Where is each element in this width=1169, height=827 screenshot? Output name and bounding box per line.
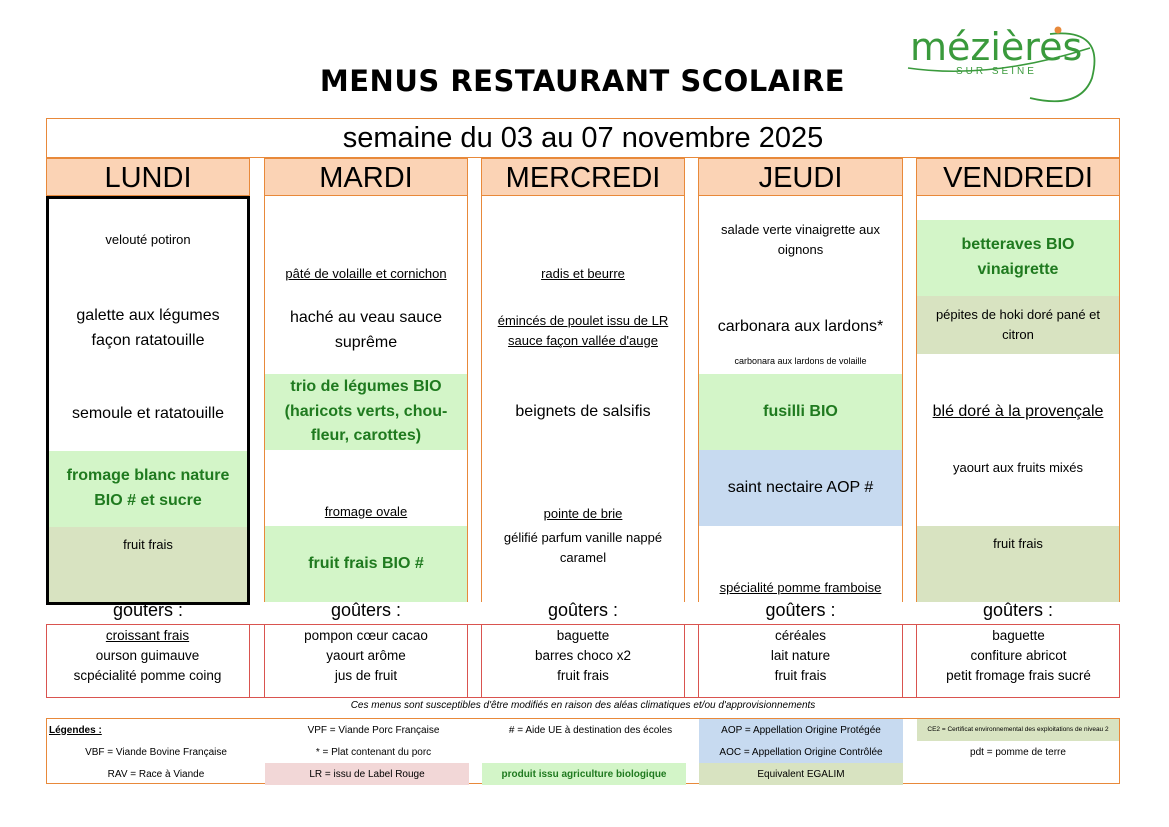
legend-box bbox=[46, 718, 1120, 784]
gouter-item: barres choco x2 bbox=[534, 648, 632, 663]
gouters-mardi bbox=[264, 624, 468, 698]
gouter-item: scpécialité pomme coing bbox=[73, 668, 222, 683]
gouters-title-mercredi: goûters : bbox=[547, 600, 619, 620]
legend-porc: * = Plat contenant du porc bbox=[315, 746, 432, 758]
gouter-item: yaourt arôme bbox=[326, 648, 406, 663]
lundi-accompagnement: semoule et ratatouille bbox=[71, 404, 225, 422]
day-header-vendredi: VENDREDI bbox=[916, 158, 1120, 196]
vendredi-dessert: fruit frais bbox=[917, 526, 1119, 602]
legend-bio: produit issu agriculture biologique bbox=[482, 763, 686, 785]
gouter-item: baguette bbox=[556, 628, 610, 643]
gouters-title-mardi: goûters : bbox=[330, 600, 402, 620]
lundi-dessert: fruit frais bbox=[49, 527, 247, 602]
mercredi-entree: radis et beurre bbox=[541, 265, 625, 281]
mercredi-plat: émincés de poulet issu de LR sauce façon vallée d'auge bbox=[497, 312, 669, 348]
disclaimer: Ces menus sont susceptibles d'être modifiés en raison des aléas climatiques et/ou d'approvisionnements bbox=[350, 700, 816, 711]
mercredi-accompagnement: beignets de salsifis bbox=[515, 402, 651, 420]
day-header-mardi: MARDI bbox=[264, 158, 468, 196]
menu-column-mercredi bbox=[481, 196, 685, 602]
gouters-jeudi bbox=[698, 624, 903, 698]
jeudi-dessert: spécialité pomme framboise bbox=[719, 579, 882, 595]
legend-pdt: pdt = pomme de terre bbox=[970, 746, 1066, 758]
mardi-laitage: fromage ovale bbox=[324, 503, 408, 519]
gouter-item: jus de fruit bbox=[334, 668, 398, 683]
logo-text: mézières bbox=[910, 25, 1083, 69]
logo-subtext: SUR SEINE bbox=[956, 66, 1037, 77]
mezieres-logo bbox=[900, 18, 1105, 108]
jeudi-accompagnement: fusilli BIO bbox=[699, 374, 902, 450]
gouters-title-lundi: goûters : bbox=[112, 600, 184, 620]
jeudi-entree: salade verte vinaigrette aux oignons bbox=[721, 221, 880, 257]
jeudi-laitage: saint nectaire AOP # bbox=[699, 450, 902, 526]
jeudi-plat-alternative: carbonara aux lardons de volaille bbox=[734, 356, 867, 366]
mercredi-dessert: gélifié parfum vanille nappé caramel bbox=[503, 530, 663, 566]
gouters-vendredi bbox=[916, 624, 1120, 698]
gouter-item: fruit frais bbox=[557, 668, 609, 683]
legend-rav: RAV = Race à Viande bbox=[107, 768, 205, 780]
menu-column-jeudi bbox=[698, 196, 903, 602]
legend-aide-ue: # = Aide UE à destination des écoles bbox=[508, 724, 673, 736]
mardi-entree: pâté de volaille et cornichon bbox=[285, 265, 447, 281]
legend-title: Légendes : bbox=[49, 724, 102, 736]
jeudi-plat: carbonara aux lardons* bbox=[717, 317, 884, 335]
vendredi-plat: pépites de hoki doré pané et citron bbox=[917, 296, 1119, 354]
gouter-item: ourson guimauve bbox=[95, 648, 200, 663]
gouter-item: lait nature bbox=[770, 648, 831, 663]
legend-vbf: VBF = Viande Bovine Française bbox=[85, 746, 227, 758]
menu-column-vendredi bbox=[916, 196, 1120, 602]
day-header-jeudi: JEUDI bbox=[698, 158, 903, 196]
gouters-lundi bbox=[46, 624, 250, 698]
gouters-mercredi bbox=[481, 624, 685, 698]
gouter-item: pompon cœur cacao bbox=[304, 628, 428, 643]
week-banner: semaine du 03 au 07 novembre 2025 bbox=[46, 118, 1120, 158]
mardi-accompagnement: trio de légumes BIO (haricots verts, chou-fleur, carottes) bbox=[265, 374, 467, 450]
legend-aoc: AOC = Appellation Origine Contrôlée bbox=[699, 741, 903, 763]
gouters-title-jeudi: goûters : bbox=[765, 600, 836, 620]
mercredi-laitage: pointe de brie bbox=[543, 505, 623, 521]
day-header-lundi: LUNDI bbox=[46, 158, 250, 196]
mardi-dessert: fruit frais BIO # bbox=[265, 526, 467, 602]
day-header-mercredi: MERCREDI bbox=[481, 158, 685, 196]
gouter-item: confiture abricot bbox=[970, 648, 1067, 663]
gouter-item: baguette bbox=[992, 628, 1045, 643]
legend-ce2: CE2 = Certificat environnemental des exploitations de niveau 2 bbox=[917, 719, 1119, 741]
gouter-item: fruit frais bbox=[774, 668, 827, 683]
lundi-laitage: fromage blanc nature BIO # et sucre bbox=[49, 451, 247, 527]
vendredi-entree: betteraves BIO vinaigrette bbox=[917, 220, 1119, 296]
gouter-item: céréales bbox=[774, 628, 827, 643]
lundi-entree: velouté potiron bbox=[105, 231, 191, 247]
lundi-plat: galette aux légumes façon ratatouille bbox=[76, 307, 220, 349]
legend-egalim: Equivalent EGALIM bbox=[699, 763, 903, 785]
menu-column-mardi bbox=[264, 196, 468, 602]
legend-aop: AOP = Appellation Origine Protégée bbox=[699, 719, 903, 741]
gouter-item: croissant frais bbox=[105, 628, 190, 643]
vendredi-accompagnement: blé doré à la provençale bbox=[932, 402, 1104, 420]
vendredi-laitage: yaourt aux fruits mixés bbox=[952, 460, 1084, 475]
gouter-item: petit fromage frais sucré bbox=[946, 668, 1091, 683]
gouters-title-vendredi: goûters : bbox=[982, 600, 1054, 620]
mardi-plat: haché au veau sauce suprême bbox=[289, 309, 443, 351]
legend-vpf: VPF = Viande Porc Française bbox=[307, 724, 440, 736]
menu-column-lundi bbox=[46, 196, 250, 605]
legend-lr: LR = issu de Label Rouge bbox=[265, 763, 469, 785]
page-title: MENUS RESTAURANT SCOLAIRE bbox=[319, 64, 846, 98]
